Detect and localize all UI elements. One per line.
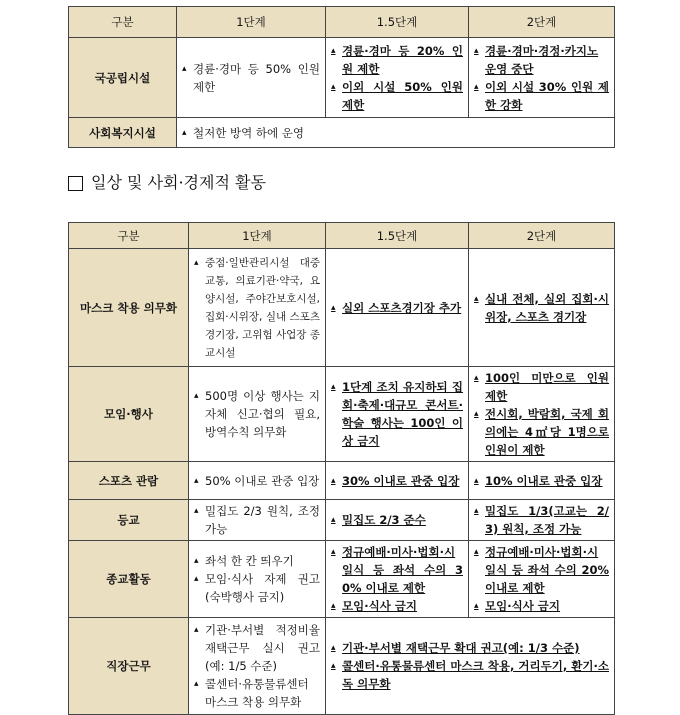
triangle-bullet-icon: ▴: [474, 601, 479, 611]
section-title: 일상 및 사회·경제적 활동: [68, 172, 266, 194]
facility-table: [68, 6, 615, 148]
triangle-bullet-icon: ▴: [474, 547, 479, 557]
list-item: ▴ 실내 전체, 실외 집회·시위장, 스포츠 경기장: [474, 291, 609, 324]
header-stage15: 1.5단계: [326, 223, 469, 249]
triangle-bullet-icon: ▴: [194, 574, 199, 584]
list-item: ▴ 철저한 방역 하에 운영: [182, 125, 304, 140]
stage2-cell: [469, 462, 615, 500]
row-category: 사회복지시설: [69, 118, 177, 148]
triangle-bullet-icon: ▴: [331, 643, 336, 653]
stage2-cell: [469, 249, 615, 367]
stage15-cell: [326, 249, 469, 367]
triangle-bullet-icon: ▴: [194, 679, 199, 689]
triangle-bullet-icon: ▴: [194, 391, 199, 401]
triangle-bullet-icon: ▴: [194, 506, 199, 516]
row-category: 국공립시설: [69, 38, 177, 118]
merged-cell: [326, 618, 615, 715]
stage15-cell: [326, 500, 469, 541]
triangle-bullet-icon: ▴: [474, 45, 479, 56]
triangle-bullet-icon: ▴: [194, 556, 199, 566]
list-item: ▴ 10% 이내로 관중 입장: [474, 473, 603, 488]
header-stage1: 1단계: [177, 7, 326, 38]
stage1-cell: [189, 249, 326, 367]
list-item: ▴ 모임·식사 자제 권고 (숙박행사 금지): [194, 572, 320, 604]
triangle-bullet-icon: ▴: [331, 45, 336, 56]
list-item: ▴ 경륜·경마 등 50% 인원 제한: [182, 61, 320, 94]
stage1-cell: [189, 462, 326, 500]
header-category: 구분: [69, 223, 189, 249]
list-item: ▴ 기관·부서별 적정비율 재택근무 실시 권고 (예: 1/5 수준): [194, 623, 320, 673]
triangle-bullet-icon: ▴: [474, 81, 479, 92]
list-item: ▴ 정규예배·미사·법회·시일식 등 좌석 수의 20% 이내로 제한: [474, 545, 609, 595]
list-item: ▴ 전시회, 박람회, 국제 회의에는 4㎡당 1명으로 인원이 제한: [474, 407, 609, 457]
header-stage2: 2단계: [469, 223, 615, 249]
stage1-cell: [189, 541, 326, 618]
triangle-bullet-icon: ▴: [331, 601, 336, 611]
list-item: ▴ 콜센터·유통물류센터 마스크 착용, 거리두기, 환기·소독 의무화: [331, 659, 609, 691]
header-stage2: 2단계: [469, 7, 615, 38]
list-item: ▴ 30% 이내로 관중 입장: [331, 473, 460, 488]
list-item: ▴ 기관·부서별 재택근무 확대 권고(예: 1/3 수준): [331, 641, 580, 655]
list-item: ▴ 이외 시설 50% 인원 제한: [331, 79, 463, 112]
list-item: ▴ 밀집도 2/3 준수: [331, 513, 426, 527]
triangle-bullet-icon: ▴: [474, 506, 479, 516]
checkbox-square-icon: [68, 176, 83, 191]
triangle-bullet-icon: ▴: [331, 382, 336, 392]
list-item: ▴ 정규예배·미사·법회·시일식 등 좌석 수의 30% 이내로 제한: [331, 545, 463, 595]
triangle-bullet-icon: ▴: [331, 302, 336, 313]
stage1-cell: [189, 500, 326, 541]
stage2-cell: [469, 38, 615, 118]
list-item: ▴ 이외 시설 30% 인원 제한 강화: [474, 79, 609, 112]
list-item: ▴ 50% 이내로 관중 입장: [194, 473, 320, 488]
list-item: ▴ 경륜·경마 등 20% 인원 제한: [331, 43, 463, 76]
row-category: 모임·행사: [69, 367, 189, 462]
triangle-bullet-icon: ▴: [474, 373, 479, 383]
triangle-bullet-icon: ▴: [331, 661, 336, 671]
header-stage15: 1.5단계: [326, 7, 469, 38]
list-item: ▴ 실외 스포츠경기장 추가: [331, 300, 462, 315]
stage1-cell: [189, 618, 326, 715]
merged-cell: [177, 118, 615, 148]
list-item: ▴ 모임·식사 금지: [474, 599, 561, 613]
stage2-cell: [469, 500, 615, 541]
triangle-bullet-icon: ▴: [182, 63, 187, 74]
triangle-bullet-icon: ▴: [474, 409, 479, 419]
stage15-cell: [326, 38, 469, 118]
activity-table: [68, 222, 615, 715]
row-category: 직장근무: [69, 618, 189, 715]
stage1-cell: [177, 38, 326, 118]
triangle-bullet-icon: ▴: [331, 81, 336, 92]
list-item: ▴ 밀집도 1/3(고교는 2/3) 원칙, 조정 가능: [474, 504, 609, 536]
triangle-bullet-icon: ▴: [474, 293, 479, 304]
row-category: 스포츠 관람: [69, 462, 189, 500]
triangle-bullet-icon: ▴: [331, 547, 336, 557]
list-item: ▴ 좌석 한 칸 띄우기: [194, 554, 294, 568]
stage1-cell: [189, 367, 326, 462]
triangle-bullet-icon: ▴: [194, 625, 199, 635]
triangle-bullet-icon: ▴: [474, 475, 479, 486]
list-item: ▴ 경륜·경마·경정·카지노 운영 중단: [474, 43, 599, 76]
stage15-cell: [326, 541, 469, 618]
stage2-cell: [469, 541, 615, 618]
header-stage1: 1단계: [189, 223, 326, 249]
triangle-bullet-icon: ▴: [182, 127, 187, 138]
stage15-cell: [326, 462, 469, 500]
triangle-bullet-icon: ▴: [194, 475, 199, 486]
stage2-cell: [469, 367, 615, 462]
list-item: ▴ 100인 미만으로 인원 제한: [474, 371, 609, 403]
list-item: ▴ 중점·일반관리시설 대중교통, 의료기관·약국, 요양시설, 주야간보호시설, 집회·시위장, 실내 스포츠 경기장, 고위험 사업장 종교시설: [194, 254, 320, 362]
row-category: 등교: [69, 500, 189, 541]
list-item: ▴ 밀집도 2/3 원칙, 조정 가능: [194, 504, 320, 536]
list-item: ▴ 500명 이상 행사는 지자체 신고·협의 필요, 방역수칙 의무화: [194, 389, 320, 439]
list-item: ▴ 모임·식사 금지: [331, 599, 418, 613]
triangle-bullet-icon: ▴: [331, 515, 336, 525]
header-category: 구분: [69, 7, 177, 38]
triangle-bullet-icon: ▴: [331, 475, 336, 486]
row-category: 종교활동: [69, 541, 189, 618]
stage15-cell: [326, 367, 469, 462]
triangle-bullet-icon: ▴: [194, 257, 199, 268]
list-item: ▴ 콜센터·유통물류센터 마스크 착용 의무화: [194, 677, 309, 709]
row-category: 마스크 착용 의무화: [69, 249, 189, 367]
list-item: ▴ 1단계 조치 유지하되 집회·축제·대규모 콘서트·학술 행사는 100인 이상 금지: [331, 380, 463, 448]
